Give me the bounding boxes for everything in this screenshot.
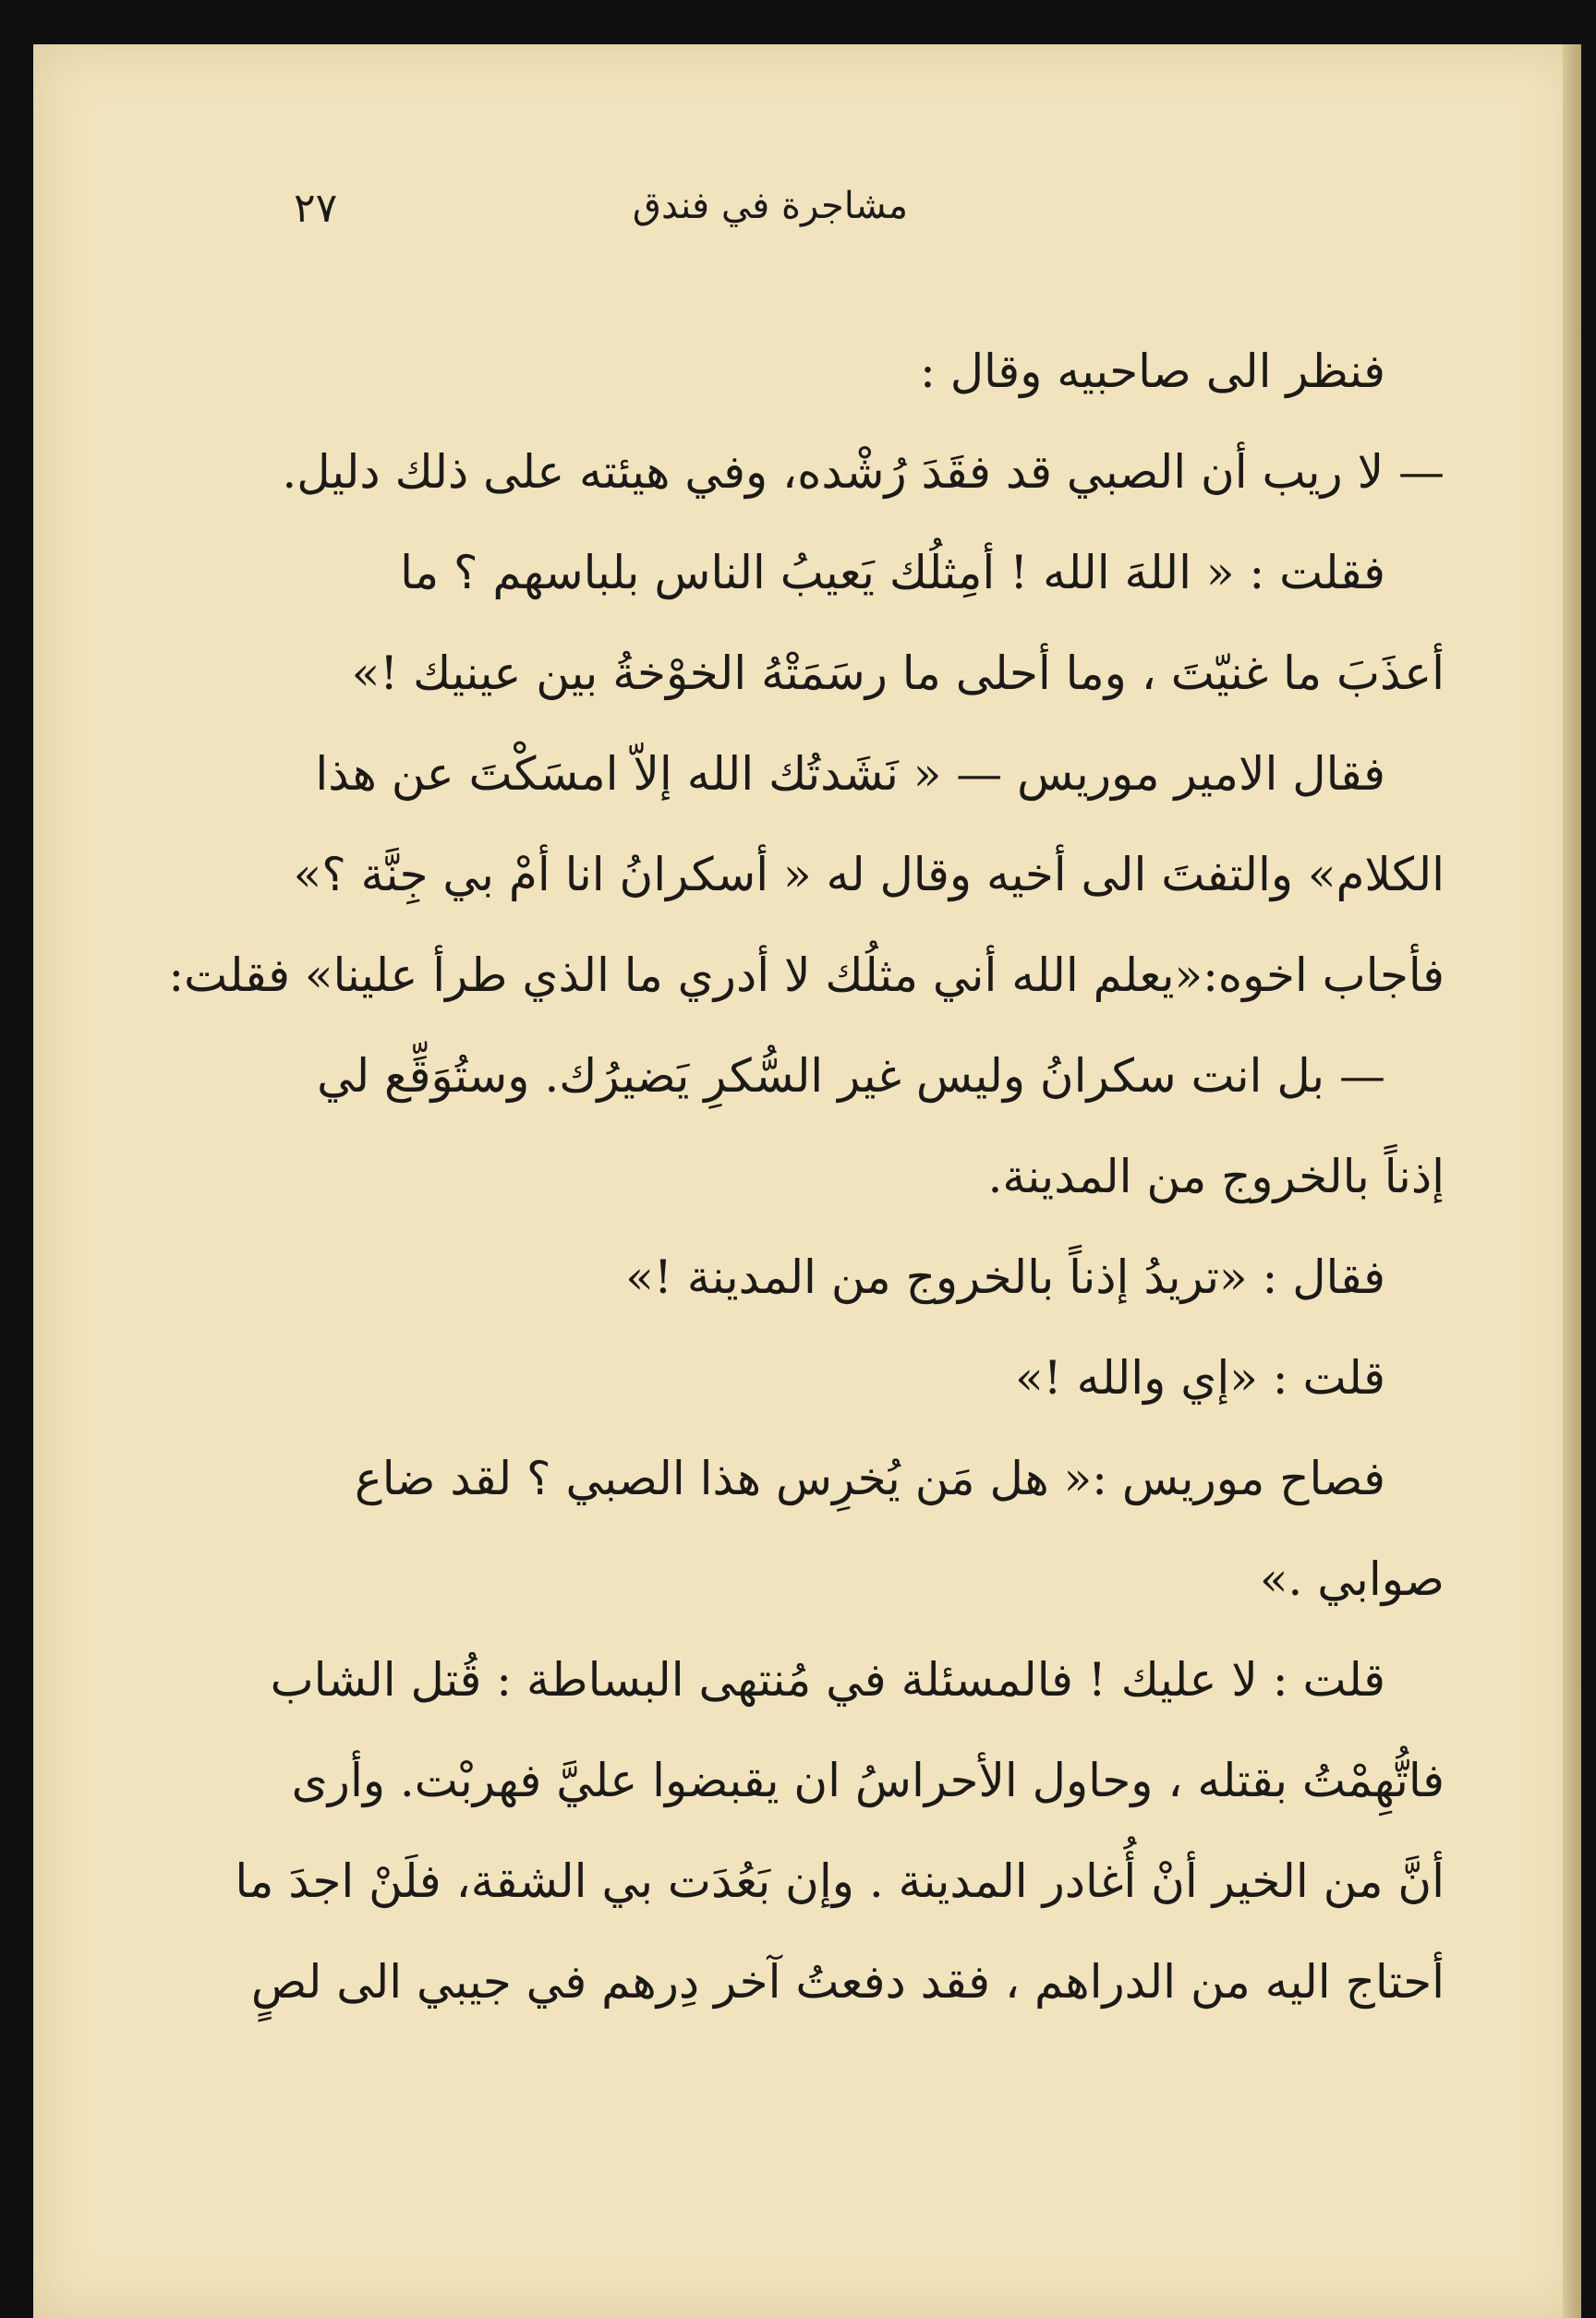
text-line: صوابي .»: [1259, 1552, 1445, 1606]
text-line: فقلت : « اللهَ الله ! أمِثلُك يَعيبُ الناس بلباسهم ؟ ما: [400, 546, 1385, 599]
text-line: قلت : «إي والله !»: [1015, 1351, 1385, 1405]
body-text: [168, 321, 1445, 2033]
text-line: فقال الامير موريس — « نَشَدتُك الله إلاّ امسَكْتَ عن هذا: [315, 747, 1385, 801]
page-title: مشاجرة في فندق: [632, 185, 909, 227]
text-line: فنظر الى صاحبيه وقال :: [919, 344, 1385, 398]
page-number: ٢٧: [294, 185, 338, 232]
text-line: أحتاج اليه من الدراهم ، فقد دفعتُ آخر دِرهم في جيبي الى لصٍ: [250, 1955, 1445, 2009]
page-spine-edge: [1563, 44, 1581, 2318]
text-line: فصاح موريس :« هل مَن يُخرِس هذا الصبي ؟ لقد ضاع: [354, 1452, 1385, 1505]
text-line: أنَّ من الخير أنْ أُغادر المدينة . وإن بَعُدَت بي الشقة، فلَنْ اجدَ ما: [235, 1854, 1445, 1908]
text-line: فأجاب اخوه:«يعلم الله أني مثلُك لا أدري ما الذي طرأ علينا» فقلت:: [168, 948, 1445, 1002]
page-header: [33, 185, 1581, 259]
text-line: إذناً بالخروج من المدينة.: [987, 1150, 1445, 1203]
text-line: أعذَبَ ما غنيّتَ ، وما أحلى ما رسَمَتْهُ الخوْخةُ بين عينيك !»: [351, 646, 1445, 700]
book-page: [33, 44, 1581, 2318]
text-line: فقال : «تريدُ إذناً بالخروج من المدينة !»: [625, 1250, 1385, 1304]
text-line: — بل انت سكرانُ وليس غير السُّكرِ يَضيرُك. وستُوَقِّع لي: [317, 1049, 1385, 1103]
text-line: فاتُّهِمْتُ بقتله ، وحاول الأحراسُ ان يقبضوا عليَّ فهربْت. وأرى: [291, 1754, 1445, 1807]
text-line: قلت : لا عليك ! فالمسئلة في مُنتهى البساطة : قُتل الشاب: [270, 1653, 1385, 1707]
text-line: الكلام» والتفتَ الى أخيه وقال له « أسكرانُ انا أمْ بي جِنَّة ؟»: [293, 848, 1445, 901]
text-line: — لا ريب أن الصبي قد فقَدَ رُشْده، وفي هيئته على ذلك دليل.: [282, 445, 1445, 499]
